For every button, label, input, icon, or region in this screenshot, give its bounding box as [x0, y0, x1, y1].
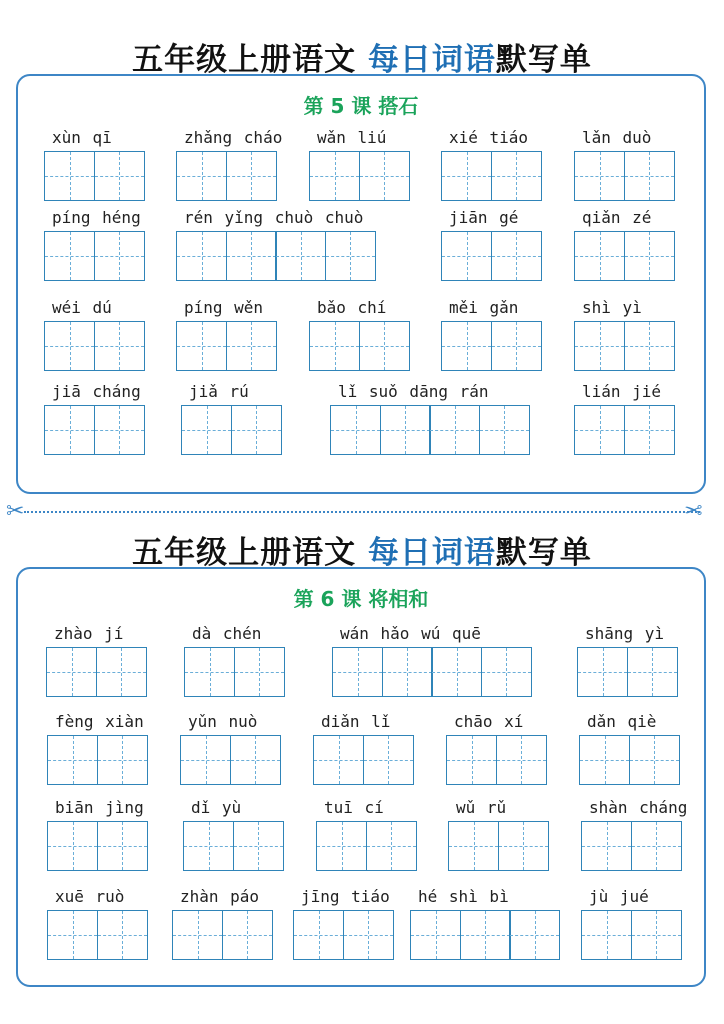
writing-grid — [313, 735, 412, 785]
pinyin-label: zhǎng cháo — [184, 128, 283, 147]
tian-zi-cell[interactable] — [275, 231, 326, 281]
tian-zi-cell[interactable] — [382, 647, 433, 697]
pinyin-label: píng wěn — [184, 298, 264, 317]
writing-grid — [47, 910, 146, 960]
tian-zi-cell[interactable] — [629, 735, 680, 785]
tian-zi-cell[interactable] — [97, 910, 148, 960]
tian-zi-cell[interactable] — [47, 821, 98, 871]
writing-grid — [44, 405, 143, 455]
tian-zi-cell[interactable] — [309, 151, 360, 201]
lesson-title: 第 5 课 搭石 — [303, 94, 419, 118]
tian-zi-cell[interactable] — [410, 910, 461, 960]
pinyin-label: tuī cí — [324, 798, 384, 817]
tian-zi-cell[interactable] — [94, 231, 145, 281]
pinyin-label: wǔ rǔ — [456, 798, 507, 817]
pinyin-label: biān jìng — [55, 798, 144, 817]
dictation-panel — [16, 74, 706, 494]
pinyin-label: jiān gé — [449, 208, 519, 227]
tian-zi-cell[interactable] — [226, 151, 277, 201]
tian-zi-cell[interactable] — [446, 735, 497, 785]
writing-grid — [448, 821, 547, 871]
pinyin-label: fèng xiàn — [55, 712, 144, 731]
tian-zi-cell[interactable] — [181, 405, 232, 455]
tian-zi-cell[interactable] — [231, 405, 282, 455]
tian-zi-cell[interactable] — [448, 821, 499, 871]
tian-zi-cell[interactable] — [627, 647, 678, 697]
writing-grid — [574, 405, 673, 455]
tian-zi-cell[interactable] — [44, 151, 95, 201]
cut-line — [24, 511, 700, 513]
tian-zi-cell[interactable] — [498, 821, 549, 871]
pinyin-label: shàn cháng — [589, 798, 688, 817]
tian-zi-cell[interactable] — [574, 151, 625, 201]
tian-zi-cell[interactable] — [176, 321, 227, 371]
title-suffix: 默写单 — [495, 42, 592, 78]
tian-zi-cell[interactable] — [491, 231, 542, 281]
pinyin-label: xié tiáo — [449, 128, 529, 147]
tian-zi-cell[interactable] — [226, 231, 277, 281]
writing-grid — [44, 321, 143, 371]
pinyin-label: píng héng — [52, 208, 141, 227]
tian-zi-cell[interactable] — [230, 735, 281, 785]
tian-zi-cell[interactable] — [309, 321, 360, 371]
lesson-title: 第 6 课 将相和 — [293, 587, 429, 611]
tian-zi-cell[interactable] — [94, 405, 145, 455]
writing-grid — [181, 405, 280, 455]
tian-zi-cell[interactable] — [97, 735, 148, 785]
pinyin-label: jīng tiáo — [301, 887, 390, 906]
tian-zi-cell[interactable] — [441, 231, 492, 281]
pinyin-label: bǎo chí — [317, 298, 387, 317]
writing-grid — [47, 735, 146, 785]
tian-zi-cell[interactable] — [581, 910, 632, 960]
writing-grid — [316, 821, 415, 871]
pinyin-label: xuē ruò — [55, 887, 125, 906]
title-highlight: 每日词语 — [367, 42, 496, 78]
tian-zi-cell[interactable] — [313, 735, 364, 785]
title-highlight: 每日词语 — [367, 535, 496, 571]
writing-grid — [410, 910, 559, 960]
tian-zi-cell[interactable] — [226, 321, 277, 371]
writing-grid — [441, 231, 540, 281]
tian-zi-cell[interactable] — [97, 821, 148, 871]
tian-zi-cell[interactable] — [176, 231, 227, 281]
tian-zi-cell[interactable] — [579, 735, 630, 785]
sheet-title — [0, 34, 724, 79]
tian-zi-cell[interactable] — [441, 321, 492, 371]
tian-zi-cell[interactable] — [441, 151, 492, 201]
pinyin-label: xùn qī — [52, 128, 112, 147]
tian-zi-cell[interactable] — [325, 231, 376, 281]
title-prefix: 五年级上册语文 — [132, 42, 368, 78]
pinyin-label: shì yì — [582, 298, 642, 317]
tian-zi-cell[interactable] — [293, 910, 344, 960]
pinyin-label: lǐ suǒ dāng rán — [338, 382, 489, 401]
pinyin-label: jiā cháng — [52, 382, 141, 401]
writing-grid — [332, 647, 530, 697]
writing-grid — [183, 821, 282, 871]
writing-grid — [44, 231, 143, 281]
tian-zi-cell[interactable] — [624, 151, 675, 201]
tian-zi-cell[interactable] — [429, 405, 480, 455]
title-suffix: 默写单 — [495, 535, 592, 571]
tian-zi-cell[interactable] — [624, 405, 675, 455]
pinyin-label: lǎn duò — [582, 128, 652, 147]
writing-grid — [441, 321, 540, 371]
writing-grid — [309, 321, 408, 371]
tian-zi-cell[interactable] — [491, 151, 542, 201]
tian-zi-cell[interactable] — [359, 321, 410, 371]
writing-grid — [446, 735, 545, 785]
writing-grid — [176, 151, 275, 201]
writing-grid — [309, 151, 408, 201]
writing-grid — [184, 647, 283, 697]
pinyin-label: zhàn páo — [180, 887, 260, 906]
writing-grid — [172, 910, 271, 960]
pinyin-label: qiǎn zé — [582, 208, 652, 227]
pinyin-label: chāo xí — [454, 712, 524, 731]
tian-zi-cell[interactable] — [47, 735, 98, 785]
tian-zi-cell[interactable] — [46, 647, 97, 697]
tian-zi-cell[interactable] — [380, 405, 431, 455]
pinyin-label: wǎn liú — [317, 128, 387, 147]
tian-zi-cell[interactable] — [183, 821, 234, 871]
tian-zi-cell[interactable] — [332, 647, 383, 697]
tian-zi-cell[interactable] — [359, 151, 410, 201]
scissors-icon: ✂ — [6, 499, 25, 524]
sheet-title — [0, 527, 724, 572]
writing-grid — [574, 231, 673, 281]
writing-grid — [574, 151, 673, 201]
tian-zi-cell[interactable] — [574, 231, 625, 281]
tian-zi-cell[interactable] — [574, 405, 625, 455]
writing-grid — [441, 151, 540, 201]
tian-zi-cell[interactable] — [577, 647, 628, 697]
tian-zi-cell[interactable] — [172, 910, 223, 960]
pinyin-label: wán hǎo wú quē — [340, 624, 481, 643]
tian-zi-cell[interactable] — [366, 821, 417, 871]
tian-zi-cell[interactable] — [94, 321, 145, 371]
pinyin-label: zhào jí — [54, 624, 124, 643]
tian-zi-cell[interactable] — [431, 647, 482, 697]
tian-zi-cell[interactable] — [233, 821, 284, 871]
pinyin-label: hé shì bì — [418, 887, 509, 906]
writing-grid — [46, 647, 145, 697]
tian-zi-cell[interactable] — [509, 910, 560, 960]
tian-zi-cell[interactable] — [94, 151, 145, 201]
dictation-panel — [16, 567, 706, 987]
pinyin-label: shāng yì — [585, 624, 665, 643]
writing-grid — [581, 910, 680, 960]
tian-zi-cell[interactable] — [180, 735, 231, 785]
title-prefix: 五年级上册语文 — [132, 535, 368, 571]
pinyin-label: jù jué — [589, 887, 649, 906]
tian-zi-cell[interactable] — [481, 647, 532, 697]
writing-grid — [44, 151, 143, 201]
writing-grid — [330, 405, 528, 455]
tian-zi-cell[interactable] — [44, 405, 95, 455]
tian-zi-cell[interactable] — [624, 321, 675, 371]
tian-zi-cell[interactable] — [343, 910, 394, 960]
pinyin-label: měi gǎn — [449, 298, 519, 317]
writing-grid — [574, 321, 673, 371]
tian-zi-cell[interactable] — [47, 910, 98, 960]
tian-zi-cell[interactable] — [222, 910, 273, 960]
pinyin-label: dǐ yù — [191, 798, 242, 817]
tian-zi-cell[interactable] — [631, 910, 682, 960]
pinyin-label: dà chén — [192, 624, 262, 643]
pinyin-label: diǎn lǐ — [321, 712, 391, 731]
writing-grid — [47, 821, 146, 871]
pinyin-label: wéi dú — [52, 298, 112, 317]
tian-zi-cell[interactable] — [44, 321, 95, 371]
pinyin-label: lián jié — [582, 382, 662, 401]
pinyin-label: rén yǐng chuò chuò — [184, 208, 364, 227]
tian-zi-cell[interactable] — [176, 151, 227, 201]
pinyin-label: jiǎ rú — [189, 382, 249, 401]
pinyin-label: yǔn nuò — [188, 712, 258, 731]
tian-zi-cell[interactable] — [44, 231, 95, 281]
tian-zi-cell[interactable] — [491, 321, 542, 371]
tian-zi-cell[interactable] — [96, 647, 147, 697]
tian-zi-cell[interactable] — [460, 910, 511, 960]
writing-grid — [577, 647, 676, 697]
tian-zi-cell[interactable] — [479, 405, 530, 455]
pinyin-label: dǎn qiè — [587, 712, 657, 731]
writing-grid — [579, 735, 678, 785]
tian-zi-cell[interactable] — [581, 821, 632, 871]
tian-zi-cell[interactable] — [574, 321, 625, 371]
tian-zi-cell[interactable] — [496, 735, 547, 785]
tian-zi-cell[interactable] — [363, 735, 414, 785]
scissors-icon: ✂ — [684, 499, 703, 524]
writing-grid — [176, 231, 374, 281]
tian-zi-cell[interactable] — [316, 821, 367, 871]
writing-grid — [180, 735, 279, 785]
tian-zi-cell[interactable] — [624, 231, 675, 281]
writing-grid — [176, 321, 275, 371]
tian-zi-cell[interactable] — [631, 821, 682, 871]
writing-grid — [293, 910, 392, 960]
tian-zi-cell[interactable] — [330, 405, 381, 455]
tian-zi-cell[interactable] — [184, 647, 235, 697]
writing-grid — [581, 821, 680, 871]
tian-zi-cell[interactable] — [234, 647, 285, 697]
